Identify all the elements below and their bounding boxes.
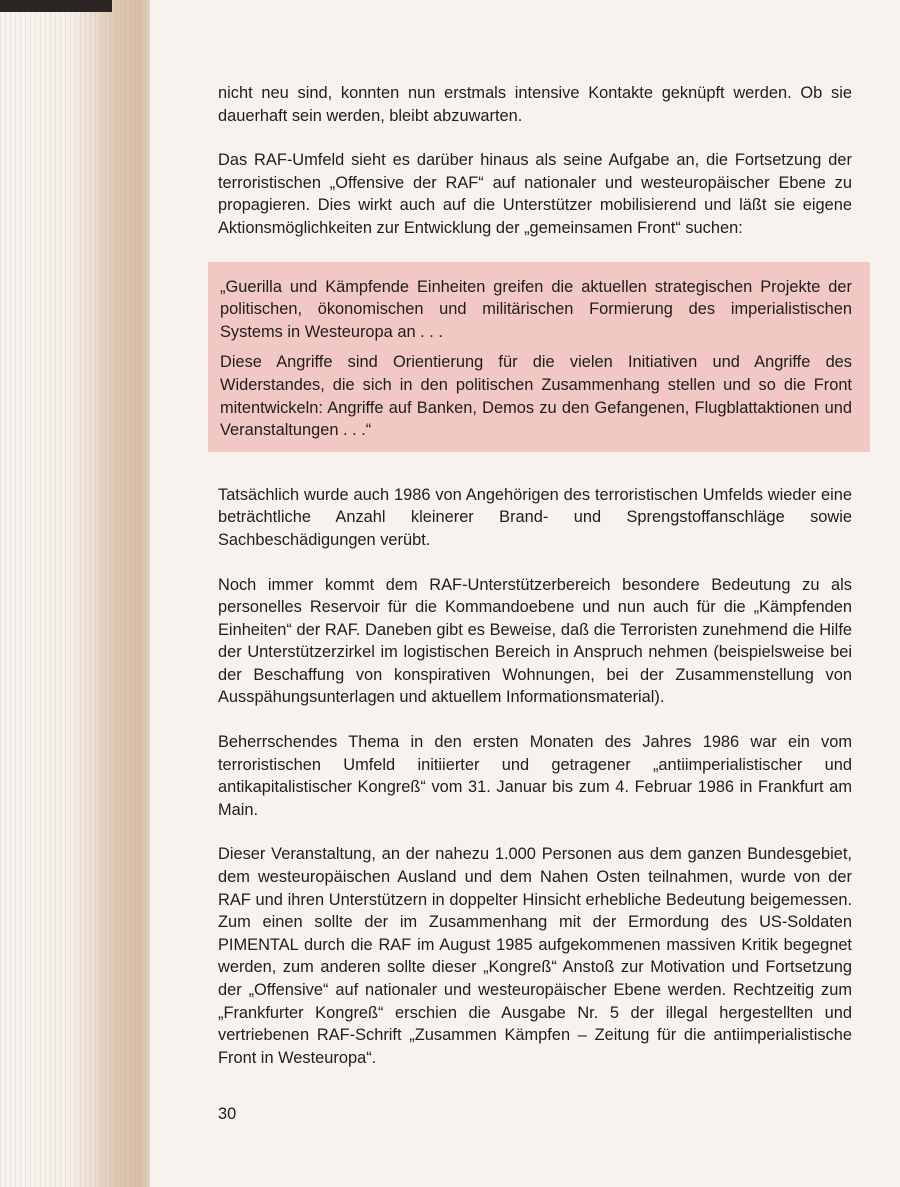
paragraph-intro-continuation: nicht neu sind, konnten nun erstmals intensive Kontakte geknüpft werden. Ob sie dauerhaft sein werden, bleibt abzuwarten.	[218, 84, 852, 125]
book-page-edges	[0, 0, 150, 1187]
highlighted-quote	[208, 262, 870, 452]
quote-paragraph-attacks: Diese Angriffe sind Orientierung für die vielen Initiativen und Angriffe des Widerstandes, die sich in den politischen Zusammenhang stellen und so die Front mitentwickeln: Angriffe auf Banken, Demos zu den Gefangenen, Flugblattaktionen und Veranstaltungen . . .“	[220, 353, 852, 440]
scan-border	[0, 0, 112, 12]
page-body	[218, 82, 852, 1091]
paragraph-event-details: Dieser Veranstaltung, an der nahezu 1.000 Personen aus dem ganzen Bundesgebiet, dem westeuropäischen Ausland und dem Nahen Osten teilnahmen, wurde von der RAF und ihren Unterstützern in doppelter Hinsicht erhebliche Bedeutung beigemessen. Zum einen sollte der im Zusammenhang mit der Ermordung des US-Soldaten PIMENTAL durch die RAF im August 1985 aufgekommenen massiven Kritik begegnet werden, zum anderen sollte dieser „Kongreß“ Anstoß zur Motivation und Fortsetzung der „Offensive“ auf nationaler und westeuropäischer Ebene werden. Rechtzeitig zum „Frankfurter Kongreß“ erschien die Ausgabe Nr. 5 der illegal hergestellten und vertriebenen RAF-Schrift „Zusammen Kämpfen – Zeitung für die antiimperialistische Front in Westeuropa“.	[218, 845, 852, 1067]
paragraph-congress: Beherrschendes Thema in den ersten Monaten des Jahres 1986 war ein vom terroristischen Umfeld initiierter und getragener „antiimperialistischer und antikapitalistischer Kongreß“ vom 31. Januar bis zum 4. Februar 1986 in Frankfurt am Main.	[218, 733, 852, 819]
paragraph-attacks-1986: Tatsächlich wurde auch 1986 von Angehörigen des terroristischen Umfelds wieder eine beträchtliche Anzahl kleinerer Brand- und Sprengstoffanschläge sowie Sachbeschädigungen verübt.	[218, 485, 852, 549]
quote-paragraph-guerilla: „Guerilla und Kämpfende Einheiten greifen die aktuellen strategischen Projekte der politischen, ökonomischen und militärischen Formierung des imperialistischen Systems in Westeuropa an . . .	[220, 277, 852, 341]
paragraph-supporters: Noch immer kommt dem RAF-Unterstützerbereich besondere Bedeutung zu als personelles Reservoir für die Kommandoebene und nun auch für die „Kämpfenden Einheiten“ der RAF. Daneben gibt es Beweise, daß die Terroristen zunehmend die Hilfe der Unterstützerzirkel im logistischen Bereich in Anspruch nehmen (beispielsweise bei der Beschaffung von konspirativen Wohnungen, bei der Zusammenstellung von Ausspähungsunterlagen und aktuellem Informationsmaterial).	[218, 575, 852, 707]
page-number: 30	[218, 1105, 237, 1123]
paragraph-raf-environment: Das RAF-Umfeld sieht es darüber hinaus als seine Aufgabe an, die Fortsetzung der terroristischen „Offensive der RAF“ auf nationaler und westeuropäischer Ebene zu propagieren. Dies wirkt auch auf die Unterstützer mobilisierend und läßt sie eigene Aktionsmöglichkeiten zur Entwicklung der „gemeinsamen Front“ suchen:	[218, 151, 852, 237]
